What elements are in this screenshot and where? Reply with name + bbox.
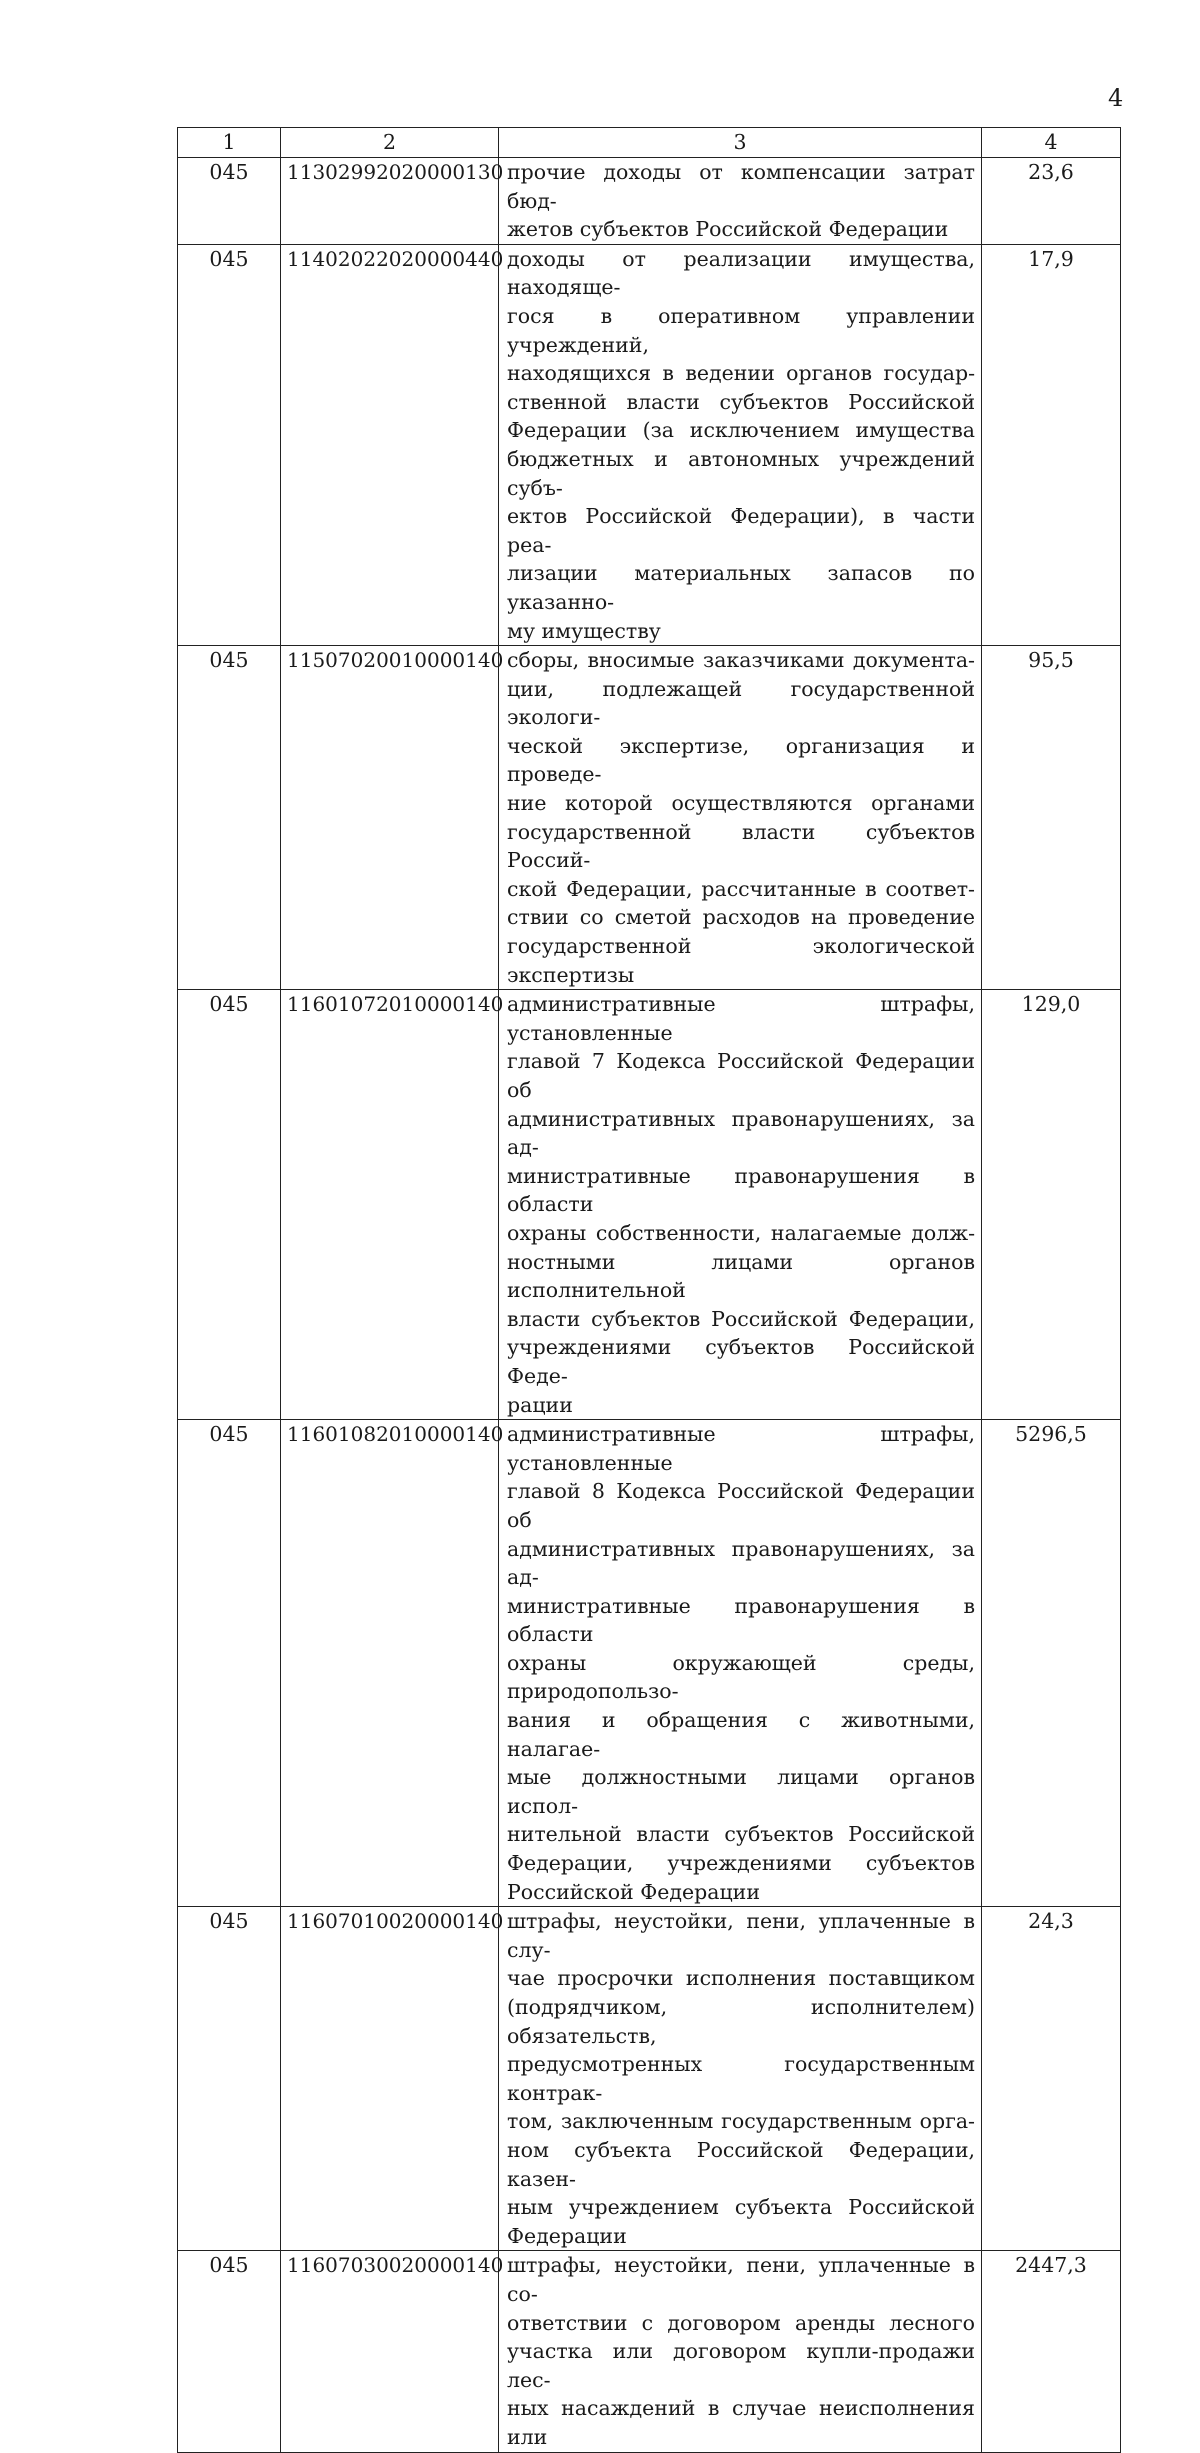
description-line: штрафы, неустойки, пени, уплаченные в слу- — [507, 1909, 975, 1962]
page-number: 4 — [1108, 84, 1124, 112]
description-line: ции, подлежащей государственной экологи- — [507, 676, 975, 730]
budget-classification-code-cell: 11302992020000130 — [281, 158, 499, 245]
header-cell-2: 2 — [281, 128, 499, 158]
header-cell-1: 1 — [178, 128, 281, 158]
description-line: ным учреждением субъекта Российской — [507, 2195, 975, 2220]
description-line: бюджетных и автономных учреждений субъ- — [507, 446, 975, 500]
budget-classification-code-cell: 11507020010000140 — [281, 646, 499, 990]
admin-code-cell: 045 — [178, 1907, 281, 2251]
description-line: сборы, вносимые заказчиками документа- — [507, 648, 975, 673]
description-line: охраны окружающей среды, природопользо- — [507, 1650, 975, 1704]
description-line: ностными лицами органов исполнительной — [507, 1249, 975, 1303]
description-line: ственной власти субъектов Российской — [507, 389, 975, 414]
admin-code-cell: 045 — [178, 1420, 281, 1907]
table-row — [178, 244, 1121, 645]
table-row — [178, 2251, 1121, 2452]
amount-cell: 23,6 — [982, 158, 1121, 245]
description-line: Федерации — [507, 2223, 627, 2248]
description-line: жетов субъектов Российской Федерации — [507, 217, 949, 242]
description-line: административные штрафы, установленные — [507, 1422, 975, 1475]
description-line: лизации материальных запасов по указанно- — [507, 561, 975, 614]
header-cell-3: 3 — [499, 128, 982, 158]
description-line: предусмотренных государственным контрак- — [507, 2052, 975, 2105]
description-line: государственной власти субъектов Россий- — [507, 819, 975, 873]
amount-cell: 2447,3 — [982, 2251, 1121, 2452]
description-line: штрафы, неустойки, пени, уплаченные в со- — [507, 2253, 975, 2306]
description-line: ектов Российской Федерации), в части реа- — [507, 504, 975, 557]
description-line: находящихся в ведении органов государ- — [507, 361, 975, 386]
description-line: Федерации, учреждениями субъектов — [507, 1851, 975, 1876]
description-line: главой 7 Кодекса Российской Федерации об — [507, 1049, 975, 1102]
header-cell-4: 4 — [982, 128, 1121, 158]
description-line: доходы от реализации имущества, находяще- — [507, 246, 975, 300]
description-line: государственной экологической экспертизы — [507, 934, 975, 987]
description-line: административных правонарушениях, за ад- — [507, 1536, 975, 1590]
description-line: главой 8 Кодекса Российской Федерации об — [507, 1479, 975, 1532]
description-line: ние которой осуществляются органами — [507, 791, 975, 816]
description-line: прочие доходы от компенсации затрат бюд- — [507, 160, 975, 213]
revenue-description-cell — [499, 158, 982, 245]
description-line: ческой экспертизе, организация и проведе- — [507, 733, 975, 787]
description-line: ных насаждений в случае неисполнения или — [507, 2396, 975, 2449]
admin-code-cell: 045 — [178, 646, 281, 990]
amount-cell: 24,3 — [982, 1907, 1121, 2251]
description-line: ской Федерации, рассчитанные в соответ- — [507, 876, 975, 901]
description-line: административные штрафы, установленные — [507, 992, 975, 1045]
description-line: административных правонарушениях, за ад- — [507, 1106, 975, 1160]
description-line: министративные правонарушения в области — [507, 1593, 975, 1647]
description-line: (подрядчиком, исполнителем) обязательств, — [507, 1995, 975, 2048]
amount-cell: 95,5 — [982, 646, 1121, 990]
description-line: гося в оперативном управлении учреждений, — [507, 303, 975, 357]
revenue-description-cell — [499, 990, 982, 1420]
table-row — [178, 646, 1121, 990]
admin-code-cell: 045 — [178, 2251, 281, 2452]
budget-classification-code-cell: 11601082010000140 — [281, 1420, 499, 1907]
description-line: охраны собственности, налагаемые долж- — [507, 1220, 975, 1245]
admin-code-cell: 045 — [178, 990, 281, 1420]
amount-cell: 17,9 — [982, 244, 1121, 645]
admin-code-cell: 045 — [178, 244, 281, 645]
table-row — [178, 1907, 1121, 2251]
description-line: чае просрочки исполнения поставщиком — [507, 1966, 975, 1991]
description-line: ствии со сметой расходов на проведение — [507, 905, 975, 930]
description-line: рации — [507, 1392, 573, 1417]
revenue-description-cell — [499, 1420, 982, 1907]
description-line: му имуществу — [507, 618, 661, 643]
description-line: вания и обращения с животными, налагае- — [507, 1708, 975, 1761]
amount-cell: 5296,5 — [982, 1420, 1121, 1907]
revenue-description-cell — [499, 244, 982, 645]
description-line: учреждениями субъектов Российской Феде- — [507, 1335, 975, 1388]
revenue-description-cell — [499, 646, 982, 990]
description-line: Российской Федерации — [507, 1879, 760, 1904]
budget-classification-code-cell: 11601072010000140 — [281, 990, 499, 1420]
table-row — [178, 158, 1121, 245]
description-line: ном субъекта Российской Федерации, казен- — [507, 2137, 975, 2191]
description-line: мые должностными лицами органов испол- — [507, 1765, 975, 1818]
description-line: министративные правонарушения в области — [507, 1163, 975, 1217]
budget-classification-code-cell: 11607030020000140 — [281, 2251, 499, 2452]
amount-cell: 129,0 — [982, 990, 1121, 1420]
budget-classification-code-cell: 11402022020000440 — [281, 244, 499, 645]
description-line: ответствии с договором аренды лесного — [507, 2310, 975, 2335]
revenue-description-cell — [499, 2251, 982, 2452]
table-row — [178, 1420, 1121, 1907]
revenue-table — [177, 127, 1121, 2453]
budget-classification-code-cell: 11607010020000140 — [281, 1907, 499, 2251]
table-header-row — [178, 128, 1121, 158]
admin-code-cell: 045 — [178, 158, 281, 245]
description-line: нительной власти субъектов Российской — [507, 1822, 975, 1847]
description-line: участка или договором купли-продажи лес- — [507, 2339, 975, 2392]
description-line: власти субъектов Российской Федерации, — [507, 1306, 975, 1331]
revenue-description-cell — [499, 1907, 982, 2251]
description-line: том, заключенным государственным орга- — [507, 2109, 975, 2134]
table-row — [178, 990, 1121, 1420]
description-line: Федерации (за исключением имущества — [507, 418, 975, 443]
